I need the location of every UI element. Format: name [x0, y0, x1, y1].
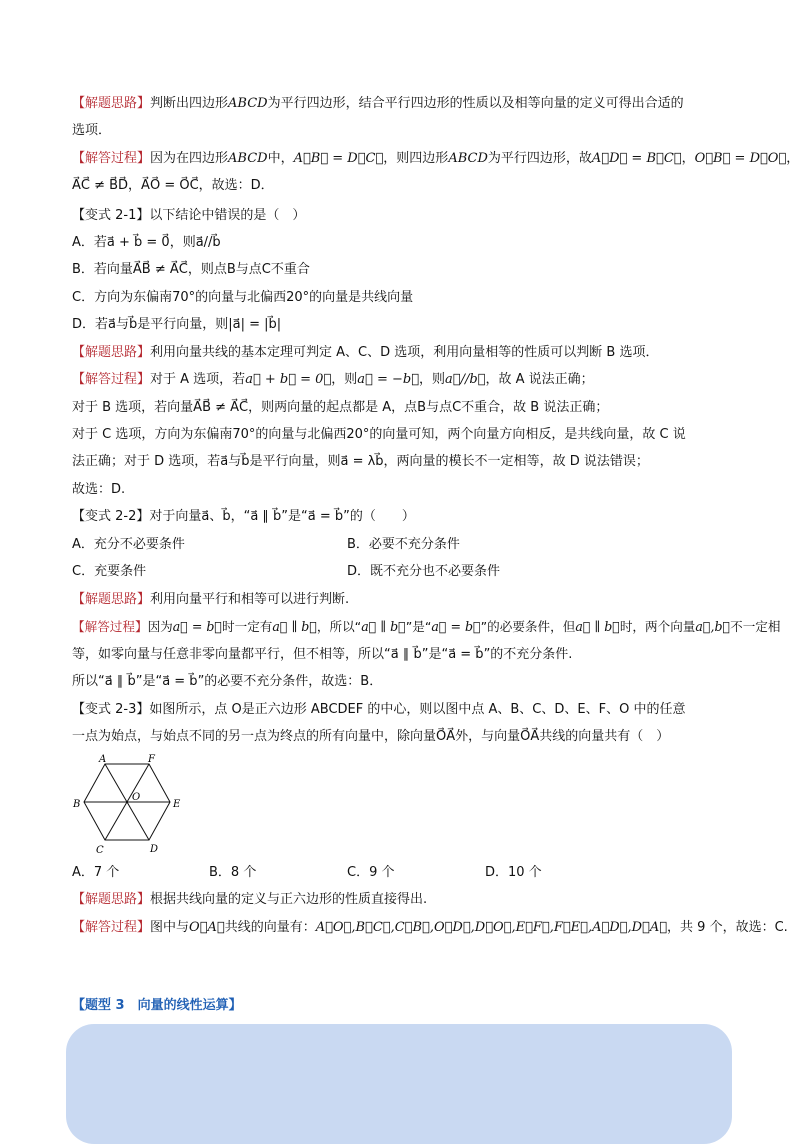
label-o: O	[132, 792, 141, 803]
label-b: B	[73, 799, 81, 810]
label-a: A	[99, 754, 107, 765]
solution-2-3: 【解答过程】图中与O⃗A⃗共线的向量有：A⃗O⃗,B⃗C⃗,C⃗B⃗,O⃗D⃗,D⃗O⃗,E⃗F⃗,F⃗E⃗,A⃗D⃗,D⃗A⃗，共 9 个，故选：C.	[72, 920, 788, 935]
label-e: E	[173, 799, 181, 810]
analysis-1-line2: 选项．	[72, 123, 112, 138]
variant-2-1-option-a: A．若a⃗ + b⃗ = 0⃗，则a⃗//b⃗	[72, 235, 221, 250]
variant-2-2-option-a: A．充分不必要条件	[72, 537, 185, 552]
solution-2-1-line3: 对于 C 选项，方向为东偏南70°的向量与北偏西20°的向量可知，两个向量方向相反，是共线向量，故 C 说	[72, 427, 686, 442]
solution-2-2-line2: 等，如零向量与任意非零向量都平行，但不相等，所以“a⃗ ∥ b⃗”是“a⃗ = b⃗”的不充分条件.	[72, 647, 573, 662]
variant-2-2-question: 【变式 2-2】对于向量a⃗、b⃗，“a⃗ ∥ b⃗”是“a⃗ = b⃗”的（ ）	[72, 509, 415, 524]
solution-2-2-line3: 所以“a⃗ ∥ b⃗”是“a⃗ = b⃗”的必要不充分条件，故选：B．	[72, 674, 383, 689]
analysis-2-3: 【解题思路】根据共线向量的定义与正六边形的性质直接得出.	[72, 892, 428, 907]
section-title: 【题型 3 向量的线性运算】	[72, 998, 242, 1013]
variant-2-3-option-a: A．7 个	[72, 865, 120, 880]
analysis-2-1: 【解题思路】利用向量共线的基本定理可判定 A、C、D 选项，利用向量相等的性质可以判断 B 选项．	[72, 345, 659, 360]
variant-2-1-question: 【变式 2-1】以下结论中错误的是（ ）	[72, 208, 306, 223]
variant-2-3-question-line1: 【变式 2-3】如图所示，点 O是正六边形 ABCDEF 的中心，则以图中点 A、B、C、D、E、F、O 中的任意	[72, 702, 686, 717]
solution-1-line2: A⃗C⃗ ≠ B⃗D⃗，A⃗O⃗ = O⃗C⃗，故选：D．	[72, 178, 274, 193]
variant-2-1-option-b: B．若向量A⃗B⃗ ≠ A⃗C⃗，则点B与点C不重合	[72, 262, 310, 277]
solution-1-line1: 【解答过程】因为在四边形ABCD中，A⃗B⃗ = D⃗C⃗，则四边形ABCD为平行四边形，故A⃗D⃗ = B⃗C⃗，O⃗B⃗ = D⃗O⃗，	[72, 151, 799, 166]
variant-2-3-option-d: D．10 个	[485, 865, 542, 880]
solution-2-1-line2: 对于 B 选项，若向量A⃗B⃗ ≠ A⃗C⃗，则两向量的起点都是 A，点B与点C不重合，故 B 说法正确；	[72, 400, 609, 415]
label-d: D	[150, 844, 159, 855]
section-box	[66, 1024, 732, 1144]
variant-2-1-option-c: C．方向为东偏南70°的向量与北偏西20°的向量是共线向量	[72, 290, 414, 305]
hexagon-figure	[70, 752, 190, 862]
solution-2-2-line1: 【解答过程】因为a⃗ = b⃗时一定有a⃗ ∥ b⃗，所以“a⃗ ∥ b⃗”是“a⃗ = b⃗”的必要条件，但a⃗ ∥ b⃗时，两个向量a⃗,b⃗不一定相	[72, 619, 781, 634]
label-c: C	[96, 845, 104, 856]
variant-2-3-option-b: B．8 个	[209, 865, 257, 880]
variant-2-3-option-c: C．9 个	[347, 865, 395, 880]
analysis-1-line1: 【解题思路】判断出四边形ABCD为平行四边形，结合平行四边形的性质以及相等向量的定义可得出合适的	[72, 96, 684, 111]
variant-2-2-option-b: B．必要不充分条件	[347, 537, 460, 552]
variant-2-2-option-c: C．充要条件	[72, 564, 147, 579]
solution-2-1-line1: 【解答过程】对于 A 选项，若a⃗ + b⃗ = 0⃗，则a⃗ = −b⃗，则a⃗//b⃗，故 A 说法正确；	[72, 372, 594, 387]
label-f: F	[148, 754, 155, 765]
solution-2-1-line4: 法正确；对于 D 选项，若a⃗与b⃗是平行向量，则a⃗ = λb⃗，两向量的模长不一定相等，故 D 说法错误；	[72, 454, 649, 469]
variant-2-1-option-d: D．若a⃗与b⃗是平行向量，则|a⃗| = |b⃗|	[72, 317, 282, 332]
variant-2-2-option-d: D．既不充分也不必要条件	[347, 564, 501, 579]
solution-2-1-line5: 故选：D.	[72, 482, 126, 497]
analysis-2-2: 【解题思路】利用向量平行和相等可以进行判断.	[72, 592, 350, 607]
variant-2-3-question-line2: 一点为始点，与始点不同的另一点为终点的所有向量中，除向量O⃗A⃗外，与向量O⃗A⃗共线的向量共有（ ）	[72, 729, 670, 744]
